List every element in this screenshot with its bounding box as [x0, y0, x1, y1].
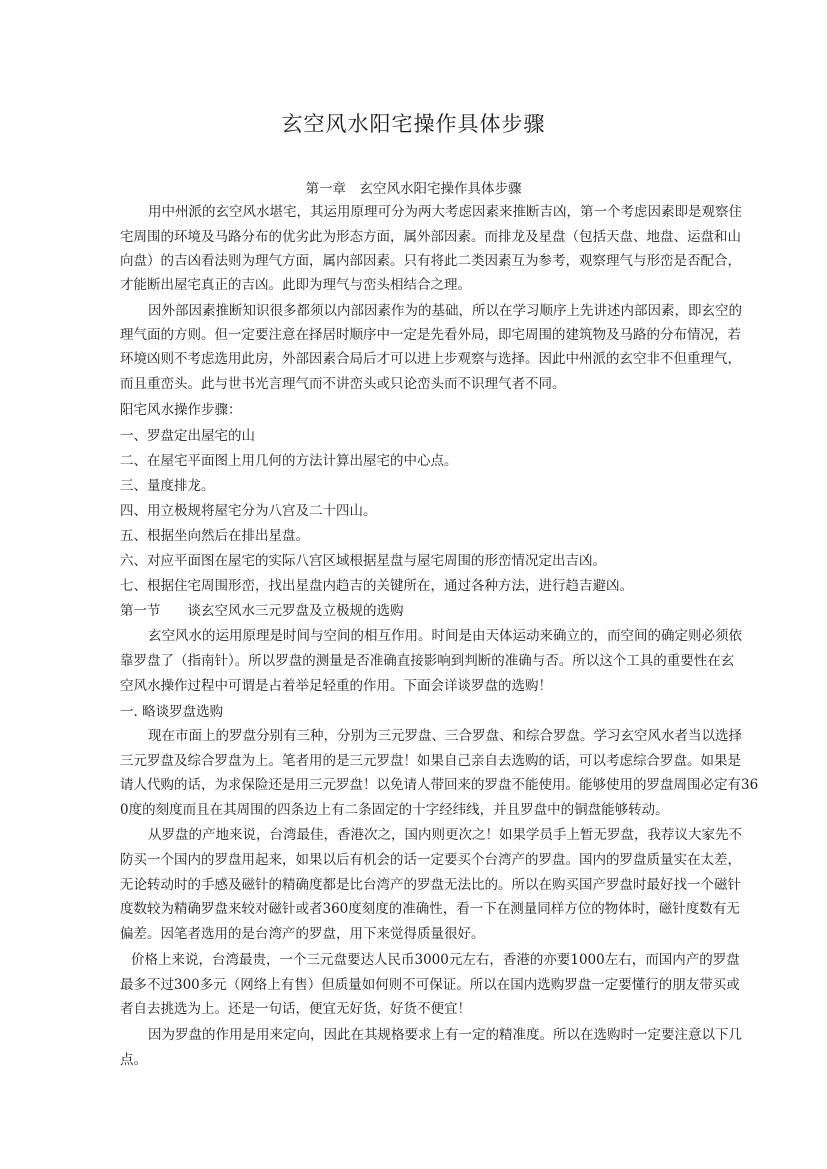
step-item: 二、在屋宅平面图上用几何的方法计算出屋宅的中心点。 — [120, 453, 458, 469]
paragraph-line: 现在市面上的罗盘分别有三种，分别为三元罗盘、三合罗盘、和综合罗盘。学习玄空风水者当以选择 — [148, 728, 742, 744]
document-title: 玄空风水阳宅操作具体步骤 — [281, 112, 546, 136]
chapter-heading: 第一章 玄空风水阳宅操作具体步骤 — [305, 181, 522, 197]
paragraph-line: 最多不过300多元（网络上有售）但质量如何则不可保证。所以在国内选购罗盘一定要懂行的朋友带买或 — [120, 977, 740, 993]
paragraph-line: 者自去挑选为上。还是一句话，便宜无好货，好货不便宜！ — [120, 1001, 471, 1017]
paragraph-line: 度数较为精确罗盘来较对磁针或者360度刻度的准确性，看一下在测量同样方位的物体时，磁针度数有无 — [120, 901, 740, 917]
paragraph-line: 请人代购的话，为求保险还是用三元罗盘！以免请人带回来的罗盘不能使用。能够使用的罗盘周围必定有36 — [120, 777, 759, 793]
step-item: 三、量度排龙。 — [120, 478, 215, 494]
paragraph-line: 价格上来说，台湾最贵，一个三元盘要达人民币3000元左右，香港的亦要1000左右，而国内产的罗盘 — [131, 952, 740, 968]
paragraph-line: 无论转动时的手感及磁针的精确度都是比台湾产的罗盘无法比的。所以在购买国产罗盘时最好找一个磁针 — [120, 877, 741, 893]
paragraph-line: 三元罗盘及综合罗盘为上。笔者用的是三元罗盘！如果自己亲自去选购的话，可以考虑综合罗盘。如果是 — [120, 753, 741, 769]
paragraph-line: 因为罗盘的作用是用来定向，因此在其规格要求上有一定的精准度。所以在选购时一定要注意以下几 — [148, 1027, 742, 1043]
paragraph-line: 而且重峦头。此与世书光言理气而不讲峦头或只论峦头而不识理气者不同。 — [120, 376, 566, 392]
step-item: 五、根据坐向然后在排出星盘。 — [120, 528, 309, 544]
steps-heading: 阳宅风水操作步骤： — [120, 402, 242, 418]
paragraph-line: 0度的刻度而且在其周围的四条边上有二条固定的十字经纬线，并且罗盘中的铜盘能够转动。 — [120, 802, 669, 818]
paragraph-line: 宅周围的环境及马路分布的优劣此为形态方面，属外部因素。而排龙及星盘（包括天盘、地盘、运盘和山 — [120, 229, 741, 245]
paragraph-line: 环境凶则不考虑选用此房，外部因素合局后才可以进上步观察与选择。因此中州派的玄空非不但重理气， — [120, 351, 741, 367]
section-heading: 第一节 谈玄空风水三元罗盘及立极规的选购 — [120, 603, 404, 619]
step-item: 六、对应平面图在屋宅的实际八宫区域根据星盘与屋宅周围的形峦情况定出吉凶。 — [120, 553, 606, 569]
paragraph-line: 点。 — [120, 1052, 147, 1068]
paragraph-line: 防买一个国内的罗盘用起来，如果以后有机会的话一定要买个台湾产的罗盘。国内的罗盘质量实在太差， — [120, 852, 741, 868]
paragraph-line: 玄空风水的运用原理是时间与空间的相互作用。时间是由天体运动来确立的，而空间的确定则必须依 — [148, 628, 742, 644]
paragraph-line: 因外部因素推断知识很多都须以内部因素作为的基础，所以在学习顺序上先讲述内部因素，即玄空的 — [148, 303, 742, 319]
step-item: 一、罗盘定出屋宅的山 — [120, 428, 255, 444]
paragraph-line: 向盘）的吉凶看法则为理气方面，属内部因素。只有将此二类因素互为参考，观察理气与形峦是否配合， — [120, 253, 741, 269]
paragraph-line: 偏差。因笔者选用的是台湾产的罗盘，用下来觉得质量很好。 — [120, 926, 485, 942]
paragraph-line: 从罗盘的产地来说，台湾最佳，香港次之，国内则更次之！如果学员手上暂无罗盘，我荐议大家先不 — [148, 827, 742, 843]
paragraph-line: 靠罗盘了（指南针）。所以罗盘的测量是否准确直接影响到判断的准确与否。所以这个工具的重要性在玄 — [120, 653, 735, 669]
paragraph-line: 才能断出屋宅真正的吉凶。此即为理气与峦头相结合之理。 — [120, 277, 471, 293]
sub-heading: 一. 略谈罗盘选购 — [120, 704, 224, 720]
step-item: 七、根据住宅周围形峦，找出星盘内趋吉的关键所在，通过各种方法，进行趋吉避凶。 — [120, 578, 633, 594]
step-item: 四、用立极规将屋宅分为八宫及二十四山。 — [120, 503, 377, 519]
paragraph-line: 用中州派的玄空风水堪宅，其运用原理可分为两大考虑因素来推断吉凶，第一个考虑因素即是观察住 — [148, 204, 742, 220]
paragraph-line: 空风水操作过程中可谓是占着举足轻重的作用。下面会详谈罗盘的选购！ — [120, 678, 552, 694]
paragraph-line: 理气面的方则。但一定要注意在择居时顺序中一定是先看外局，即宅周围的建筑物及马路的分布情况，若 — [120, 327, 741, 343]
